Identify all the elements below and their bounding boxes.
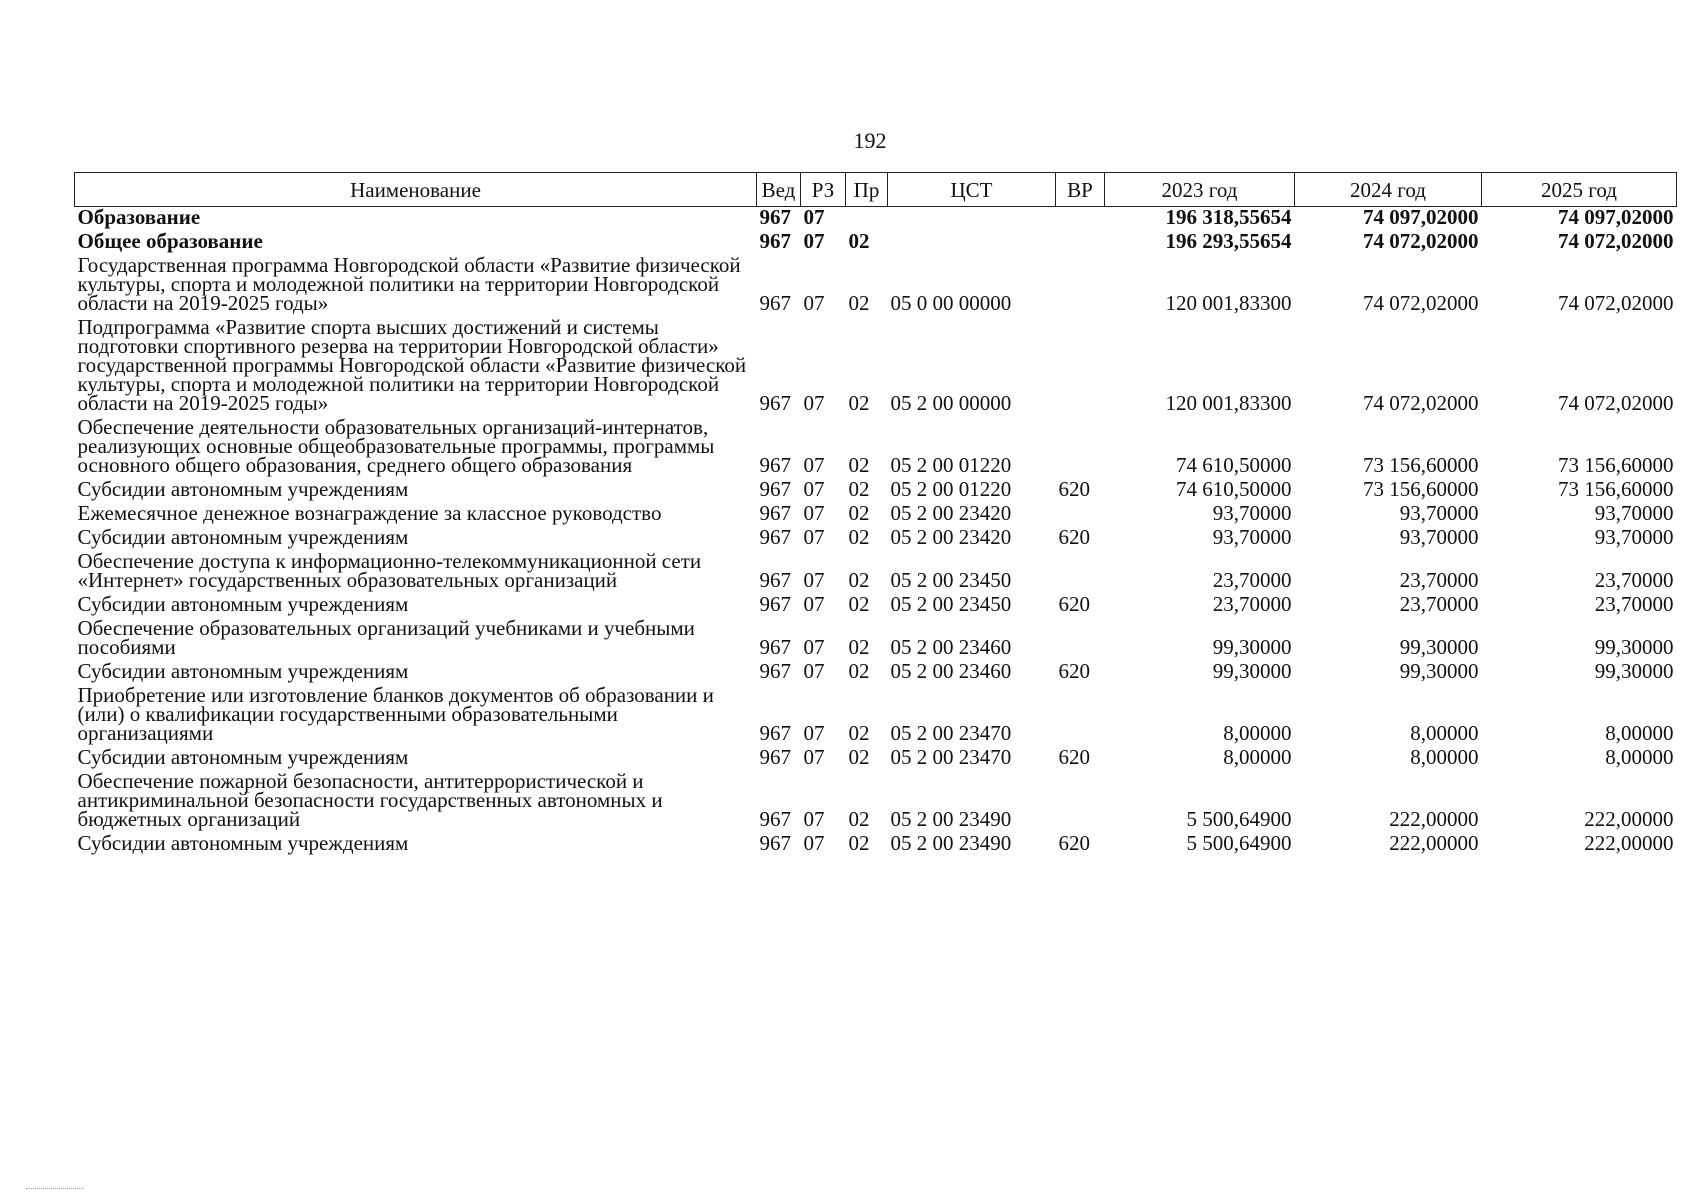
row-vr: 620 <box>1058 592 1090 616</box>
row-ved: 967 <box>759 477 791 501</box>
row-2025: 73 156,60000 <box>1558 453 1674 477</box>
row-vr <box>1056 417 1105 479</box>
table-row <box>75 747 1677 771</box>
row-rz: 07 <box>803 635 825 659</box>
header-ved: Вед <box>757 173 801 207</box>
row-2024: 93,70000 <box>1399 501 1479 525</box>
row-2023: 196 318,55654 <box>1165 205 1292 229</box>
row-ved: 967 <box>759 807 791 831</box>
row-2024: 73 156,60000 <box>1363 477 1479 501</box>
row-2024: 222,00000 <box>1389 807 1479 831</box>
row-ved: 967 <box>759 568 791 592</box>
row-2023: 23,70000 <box>1212 568 1292 592</box>
table-row <box>75 771 1677 833</box>
row-ved: 967 <box>759 501 791 525</box>
row-ved: 967 <box>759 391 791 415</box>
row-name: Государственная программа Новгородской области «Развитие физической культуры, спорта и молодежной политики на территории Новгородской области на 2019-2025 годы» <box>77 253 741 315</box>
row-2023: 93,70000 <box>1212 525 1292 549</box>
header-rz: РЗ <box>801 173 846 207</box>
row-2023: 8,00000 <box>1223 745 1292 769</box>
row-pr: 02 <box>848 525 870 549</box>
row-ved: 967 <box>759 525 791 549</box>
row-2024: 23,70000 <box>1399 592 1479 616</box>
row-2024: 99,30000 <box>1399 635 1479 659</box>
row-name: Субсидии автономным учреждениям <box>77 745 409 769</box>
row-rz: 07 <box>803 477 825 501</box>
row-vr <box>1056 317 1105 417</box>
header-cst: ЦСТ <box>888 173 1056 207</box>
row-pr: 02 <box>848 391 870 415</box>
row-pr: 02 <box>848 229 870 253</box>
row-name: Субсидии автономным учреждениям <box>77 525 409 549</box>
row-ved: 967 <box>759 205 791 229</box>
row-vr <box>1056 207 1105 232</box>
row-2025: 99,30000 <box>1594 659 1674 683</box>
row-rz: 07 <box>803 453 825 477</box>
row-ved: 967 <box>759 229 791 253</box>
row-name: Субсидии автономным учреждениям <box>77 831 409 855</box>
row-2024: 93,70000 <box>1399 525 1479 549</box>
row-2024: 8,00000 <box>1410 721 1479 745</box>
row-pr <box>846 207 888 232</box>
row-ved: 967 <box>759 592 791 616</box>
row-ved: 967 <box>759 659 791 683</box>
row-cst: 05 2 00 01220 <box>890 453 1012 477</box>
row-pr: 02 <box>848 659 870 683</box>
row-pr: 02 <box>848 592 870 616</box>
row-2023: 120 001,83300 <box>1165 391 1292 415</box>
row-pr: 02 <box>848 807 870 831</box>
row-rz: 07 <box>803 525 825 549</box>
row-2024: 99,30000 <box>1399 659 1479 683</box>
header-name: Наименование <box>75 173 757 207</box>
row-vr: 620 <box>1058 659 1090 683</box>
scan-edge-mark <box>26 1188 84 1189</box>
row-2025: 222,00000 <box>1584 831 1674 855</box>
row-cst: 05 2 00 23470 <box>890 745 1012 769</box>
row-2023: 120 001,83300 <box>1165 291 1292 315</box>
row-ved: 967 <box>759 635 791 659</box>
row-pr: 02 <box>848 453 870 477</box>
row-2025: 93,70000 <box>1594 525 1674 549</box>
row-2025: 99,30000 <box>1594 635 1674 659</box>
row-name: Обеспечение деятельности образовательных организаций-интернатов, реализующих основные общеобразовательные программы, программы основного общего образования, среднего общего образования <box>77 415 715 477</box>
row-pr: 02 <box>848 291 870 315</box>
row-pr: 02 <box>848 568 870 592</box>
row-rz: 07 <box>803 831 825 855</box>
row-vr <box>1056 231 1105 255</box>
row-rz: 07 <box>803 501 825 525</box>
row-vr <box>1056 618 1105 661</box>
row-2024: 23,70000 <box>1399 568 1479 592</box>
row-2023: 74 610,50000 <box>1176 477 1292 501</box>
row-2025: 8,00000 <box>1605 745 1674 769</box>
table-row <box>75 833 1677 857</box>
row-2025: 74 072,02000 <box>1558 291 1674 315</box>
row-rz: 07 <box>803 745 825 769</box>
table-row <box>75 527 1677 551</box>
row-cst: 05 2 00 01220 <box>890 477 1012 501</box>
table-row <box>75 317 1677 417</box>
header-2025: 2025 год <box>1482 173 1677 207</box>
row-2025: 73 156,60000 <box>1558 477 1674 501</box>
row-cst: 05 2 00 23420 <box>890 525 1012 549</box>
row-vr: 620 <box>1058 525 1090 549</box>
row-rz: 07 <box>803 592 825 616</box>
row-name: Субсидии автономным учреждениям <box>77 592 409 616</box>
row-cst <box>888 207 1056 232</box>
row-cst: 05 2 00 23450 <box>890 568 1012 592</box>
row-rz: 07 <box>803 291 825 315</box>
row-ved: 967 <box>759 745 791 769</box>
row-cst: 05 2 00 23460 <box>890 659 1012 683</box>
row-vr <box>1056 255 1105 317</box>
row-2024: 74 072,02000 <box>1363 229 1479 253</box>
row-name: Подпрограмма «Развитие спорта высших достижений и системы подготовки спортивного резерва на территории Новгородской области» государственной программы Новгородской области «Развитие физической культуры, спорта и молодежной политики на территории Новгородской области на 2019-2025 годы» <box>77 315 747 415</box>
row-2024: 73 156,60000 <box>1363 453 1479 477</box>
row-rz: 07 <box>803 205 825 229</box>
row-vr: 620 <box>1058 745 1090 769</box>
row-pr: 02 <box>848 721 870 745</box>
table-row <box>75 503 1677 527</box>
page-number: 192 <box>853 128 887 153</box>
row-name: Общее образование <box>77 229 263 253</box>
row-2023: 74 610,50000 <box>1176 453 1292 477</box>
row-cst <box>888 231 1056 255</box>
row-2024: 74 072,02000 <box>1363 291 1479 315</box>
row-2023: 99,30000 <box>1212 635 1292 659</box>
row-2023: 5 500,64900 <box>1186 831 1292 855</box>
row-name: Приобретение или изготовление бланков документов об образовании и (или) о квалификации государственными образовательными организациями <box>77 683 714 745</box>
row-2024: 74 072,02000 <box>1363 391 1479 415</box>
row-2025: 23,70000 <box>1594 568 1674 592</box>
row-vr: 620 <box>1058 831 1090 855</box>
row-2023: 23,70000 <box>1212 592 1292 616</box>
row-2025: 74 072,02000 <box>1558 391 1674 415</box>
row-2023: 196 293,55654 <box>1165 229 1292 253</box>
row-rz: 07 <box>803 721 825 745</box>
row-2023: 5 500,64900 <box>1186 807 1292 831</box>
table-row <box>75 618 1677 661</box>
row-name: Субсидии автономным учреждениям <box>77 659 409 683</box>
table-row <box>75 551 1677 594</box>
row-name: Обеспечение образовательных организаций учебниками и учебными пособиями <box>77 616 695 659</box>
row-cst: 05 2 00 23470 <box>890 721 1012 745</box>
row-name: Ежемесячное денежное вознаграждение за классное руководство <box>77 501 662 525</box>
row-name: Субсидии автономным учреждениям <box>77 477 409 501</box>
budget-table <box>74 172 1677 857</box>
row-cst: 05 2 00 23490 <box>890 831 1012 855</box>
row-ved: 967 <box>759 831 791 855</box>
row-cst: 05 2 00 23460 <box>890 635 1012 659</box>
row-pr: 02 <box>848 477 870 501</box>
row-vr <box>1056 503 1105 527</box>
row-vr <box>1056 551 1105 594</box>
row-vr <box>1056 771 1105 833</box>
row-rz: 07 <box>803 659 825 683</box>
row-2024: 8,00000 <box>1410 745 1479 769</box>
row-2025: 222,00000 <box>1584 807 1674 831</box>
table-row <box>75 479 1677 503</box>
row-name: Образование <box>77 205 201 229</box>
row-pr: 02 <box>848 831 870 855</box>
row-vr: 620 <box>1058 477 1090 501</box>
row-2023: 93,70000 <box>1212 501 1292 525</box>
row-2023: 99,30000 <box>1212 659 1292 683</box>
row-2025: 8,00000 <box>1605 721 1674 745</box>
table-row <box>75 207 1677 232</box>
row-2025: 23,70000 <box>1594 592 1674 616</box>
row-2023: 8,00000 <box>1223 721 1292 745</box>
row-pr: 02 <box>848 635 870 659</box>
row-vr <box>1056 685 1105 747</box>
row-ved: 967 <box>759 453 791 477</box>
row-cst: 05 2 00 23420 <box>890 501 1012 525</box>
row-2025: 74 097,02000 <box>1558 205 1674 229</box>
table-row <box>75 685 1677 747</box>
row-cst: 05 2 00 23490 <box>890 807 1012 831</box>
header-pr: Пр <box>846 173 888 207</box>
row-pr: 02 <box>848 745 870 769</box>
row-ved: 967 <box>759 721 791 745</box>
header-vr: ВР <box>1056 173 1105 207</box>
row-ved: 967 <box>759 291 791 315</box>
row-rz: 07 <box>803 807 825 831</box>
row-rz: 07 <box>803 229 825 253</box>
table-row <box>75 661 1677 685</box>
row-rz: 07 <box>803 391 825 415</box>
table-header-row <box>75 173 1677 207</box>
row-name: Обеспечение пожарной безопасности, антитеррористической и антикриминальной безопасности государственных автономных и бюджетных организаций <box>77 769 663 831</box>
row-rz: 07 <box>803 568 825 592</box>
row-cst: 05 2 00 23450 <box>890 592 1012 616</box>
header-2023: 2023 год <box>1105 173 1295 207</box>
row-cst: 05 2 00 00000 <box>890 391 1012 415</box>
table-row <box>75 231 1677 255</box>
table-row <box>75 255 1677 317</box>
row-2024: 74 097,02000 <box>1363 205 1479 229</box>
table-row <box>75 417 1677 479</box>
row-2025: 93,70000 <box>1594 501 1674 525</box>
row-pr: 02 <box>848 501 870 525</box>
header-2024: 2024 год <box>1295 173 1482 207</box>
row-2025: 74 072,02000 <box>1558 229 1674 253</box>
row-cst: 05 0 00 00000 <box>890 291 1012 315</box>
row-2024: 222,00000 <box>1389 831 1479 855</box>
table-row <box>75 594 1677 618</box>
row-name: Обеспечение доступа к информационно-телекоммуникационной сети «Интернет» государственных образовательных организаций <box>77 549 702 592</box>
